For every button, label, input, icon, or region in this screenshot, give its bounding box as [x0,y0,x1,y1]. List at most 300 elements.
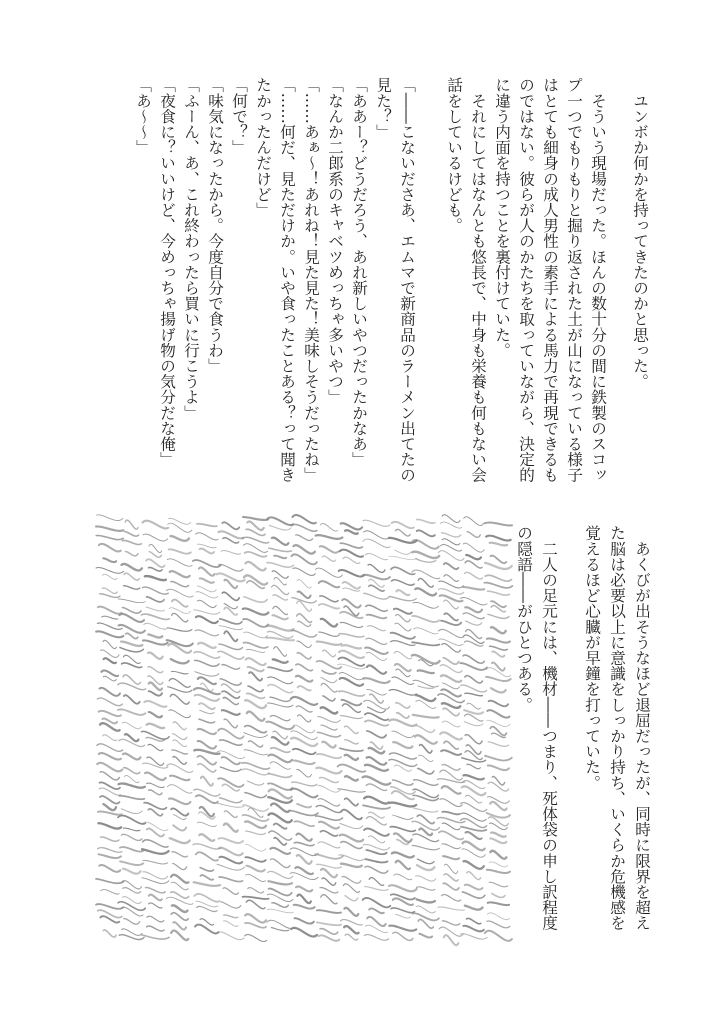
distorted-glyph-stroke [412,570,440,579]
distorted-glyph-stroke [195,660,220,666]
distorted-glyph-stroke [173,734,187,740]
distorted-glyph-stroke [345,776,358,780]
distorted-glyph-stroke [440,732,462,739]
distorted-glyph-stroke [219,626,243,630]
distorted-glyph-stroke [149,903,162,908]
distorted-glyph-stroke [218,804,244,808]
distorted-glyph-stroke [316,568,343,577]
distorted-glyph-stroke [413,680,438,687]
distorted-glyph-stroke [124,573,139,580]
distorted-glyph-stroke [123,655,140,663]
distorted-glyph-stroke [221,551,241,555]
distorted-glyph-stroke [222,665,240,670]
distorted-glyph-stroke [121,834,142,840]
distorted-glyph-stroke [198,741,216,749]
distorted-glyph-stroke [462,892,485,898]
distorted-glyph-stroke [320,596,338,602]
text-line: ユンボか何かを持ってきたのかと思った。 [631,77,649,389]
distorted-glyph-stroke [248,781,264,785]
distorted-glyph-stroke [96,904,123,909]
distorted-glyph-stroke [417,519,435,523]
distorted-glyph-stroke [463,635,484,643]
distorted-glyph-stroke [245,914,266,922]
distorted-glyph-stroke [464,861,484,869]
distorted-glyph-stroke [443,658,458,664]
distorted-glyph-stroke [413,834,439,842]
distorted-glyph-stroke [396,861,410,869]
distorted-glyph-stroke [126,551,139,555]
distorted-glyph-stroke [148,652,163,658]
distorted-glyph-stroke [412,821,439,830]
distorted-glyph-stroke [221,902,241,908]
distorted-glyph-stroke [245,821,266,828]
distorted-glyph-stroke [218,729,244,739]
distorted-glyph-stroke [442,703,460,708]
distorted-glyph-stroke [319,604,339,609]
distorted-glyph-stroke [145,773,166,780]
distorted-glyph-stroke [486,536,511,541]
distorted-glyph-stroke [268,871,293,878]
distorted-glyph-stroke [491,688,506,692]
distorted-glyph-stroke [318,842,340,848]
distorted-glyph-stroke [172,852,187,857]
distorted-glyph-stroke [442,515,460,523]
distorted-glyph-stroke [394,651,412,658]
distorted-glyph-stroke [246,857,266,862]
distorted-glyph-stroke [441,545,462,552]
distorted-glyph-stroke [416,906,435,913]
distorted-glyph-stroke [100,723,120,731]
distorted-glyph-stroke [340,550,363,557]
distorted-glyph-stroke [217,932,244,940]
distorted-glyph-stroke [340,678,363,686]
distorted-glyph-stroke [268,881,292,884]
distorted-glyph-stroke [243,517,268,520]
distorted-glyph-stroke [340,748,363,751]
distorted-glyph-stroke [367,665,386,673]
distorted-glyph-stroke [244,632,268,638]
distorted-glyph-stroke [274,824,287,829]
distorted-glyph-stroke [395,664,411,671]
distorted-glyph-stroke [364,797,389,804]
distorted-glyph-stroke [242,763,270,769]
distorted-glyph-stroke [220,767,241,771]
distorted-glyph-stroke [100,772,119,780]
distorted-glyph-stroke [490,838,506,843]
distorted-glyph-stroke [122,564,142,571]
distorted-glyph-stroke [438,551,464,561]
distorted-glyph-stroke [341,716,363,719]
distorted-glyph-stroke [269,526,291,531]
distorted-glyph-stroke [244,750,267,755]
distorted-glyph-stroke [487,720,510,726]
distorted-glyph-stroke [148,809,162,816]
distorted-glyph-stroke [321,677,337,682]
distorted-glyph-stroke [224,915,238,918]
distorted-glyph-stroke [491,627,506,633]
distorted-glyph-stroke [345,755,358,760]
distorted-glyph-stroke [392,852,414,857]
distorted-glyph-stroke [125,532,139,536]
distorted-glyph-stroke [444,741,458,749]
distorted-glyph-stroke [390,827,415,832]
distorted-glyph-stroke [219,877,242,882]
distorted-glyph-stroke [369,908,384,913]
distorted-glyph-stroke [171,892,189,898]
distorted-glyph-stroke [245,726,267,733]
distorted-glyph-stroke [417,726,435,733]
distorted-glyph-stroke [296,535,313,541]
distorted-glyph-stroke [389,759,417,766]
distorted-glyph-stroke [142,849,169,854]
distorted-glyph-stroke [441,895,460,902]
distorted-glyph-stroke [396,614,410,621]
distorted-glyph-stroke [144,701,166,707]
distorted-glyph-stroke [464,710,483,714]
distorted-glyph-stroke [413,715,439,718]
distorted-glyph-stroke [369,878,384,886]
distorted-glyph-stroke [363,898,391,907]
distorted-glyph-stroke [340,543,362,548]
distorted-glyph-stroke [119,614,144,622]
distorted-glyph-stroke [200,549,214,554]
distorted-glyph-stroke [389,885,417,891]
distorted-glyph-stroke [316,768,341,774]
distorted-glyph-stroke [298,715,311,722]
distorted-glyph-stroke [96,535,123,539]
distorted-glyph-stroke [167,559,192,566]
distorted-glyph-stroke [200,919,214,925]
distorted-glyph-stroke [439,927,463,936]
distorted-glyph-stroke [486,668,510,677]
distorted-glyph-stroke [418,578,433,587]
distorted-glyph-stroke [244,597,267,602]
distorted-glyph-stroke [291,928,317,937]
distorted-glyph-stroke [100,796,120,804]
distorted-glyph-stroke [391,641,415,646]
distorted-glyph-stroke [147,926,165,931]
distorted-glyph-stroke [172,750,188,754]
distorted-glyph-stroke [297,653,311,659]
distorted-glyph-stroke [103,804,116,810]
distorted-glyph-stroke [319,935,340,941]
distorted-glyph-stroke [268,667,292,671]
distorted-glyph-stroke [101,650,120,657]
distorted-glyph-stroke [412,616,439,622]
distorted-glyph-stroke [396,703,410,708]
distorted-glyph-stroke [149,682,162,690]
text-line: の隠語――がひとつある。 [515,525,533,713]
distorted-glyph-stroke [271,748,290,753]
distorted-glyph-stroke [217,573,245,581]
distorted-glyph-stroke [439,589,464,595]
distorted-glyph-stroke [166,589,193,597]
distorted-glyph-stroke [246,649,264,652]
distorted-glyph-stroke [147,783,165,788]
distorted-glyph-stroke [392,731,414,738]
distorted-glyph-stroke [444,563,458,569]
distorted-glyph-stroke [465,607,482,612]
distorted-glyph-stroke [224,631,237,641]
distorted-glyph-stroke [194,652,220,658]
distorted-glyph-stroke [444,613,458,620]
distorted-glyph-stroke [296,664,313,671]
distorted-glyph-stroke [194,894,219,902]
distorted-glyph-stroke [367,757,387,765]
distorted-glyph-stroke [317,910,341,913]
distorted-glyph-stroke [244,642,268,647]
distorted-glyph-stroke [149,691,162,695]
distorted-glyph-stroke [343,884,359,893]
distorted-glyph-stroke [444,935,459,945]
distorted-glyph-stroke [465,795,482,803]
distorted-glyph-stroke [463,775,483,779]
distorted-glyph-stroke [441,675,461,682]
distorted-glyph-stroke [293,545,315,553]
dialogue-line: 「ああー？どうだろう、あれ新しいやつだったかなあ」 [350,77,368,467]
distorted-glyph-stroke [198,600,217,607]
distorted-glyph-stroke [97,744,123,752]
distorted-glyph-stroke [247,712,265,721]
distorted-glyph-stroke [142,614,170,619]
text-line: た脳は必要以上に意識をしっかり持ち、いくらか危機感を [608,525,626,931]
distorted-glyph-stroke [103,676,116,681]
distorted-glyph-stroke [389,689,416,695]
distorted-glyph-stroke [149,712,162,717]
distorted-glyph-stroke [465,561,482,568]
dialogue-line: 「――こないださあ、エムマで新商品のラーメン出てたの [398,77,416,483]
distorted-glyph-stroke [147,597,165,602]
distorted-glyph-stroke [363,539,390,547]
distorted-glyph-stroke [173,825,186,830]
distorted-glyph-stroke [442,921,459,925]
distorted-glyph-stroke [363,776,391,784]
distorted-glyph-stroke [417,899,435,902]
distorted-glyph-stroke [270,859,290,868]
distorted-glyph-stroke [317,922,341,925]
distorted-glyph-stroke [122,540,141,544]
distorted-glyph-stroke [340,824,363,829]
distorted-glyph-stroke [195,672,219,676]
distorted-glyph-stroke [143,872,168,879]
distorted-glyph-stroke [193,560,221,567]
distorted-glyph-stroke [295,867,313,874]
distorted-glyph-stroke [293,568,315,575]
distorted-glyph-stroke [413,913,439,920]
text-line: のではない。彼らが人のかたちを取っていながら、決定的 [517,77,535,483]
distorted-glyph-stroke [294,760,315,764]
distorted-glyph-stroke [273,659,288,662]
distorted-glyph-stroke [463,655,484,663]
distorted-glyph-stroke [220,619,242,624]
distorted-glyph-stroke [222,592,239,600]
distorted-glyph-stroke [292,515,315,523]
distorted-glyph-stroke [99,753,121,759]
distorted-glyph-stroke [124,775,139,782]
distorted-glyph-stroke [464,517,484,526]
distorted-glyph-stroke [200,578,214,582]
distorted-glyph-stroke [487,870,510,873]
distorted-glyph-stroke [393,815,413,819]
dialogue-line: 「あ～～」 [134,77,152,155]
distorted-glyph-stroke [173,722,186,730]
distorted-glyph-stroke [172,905,188,912]
distorted-glyph-stroke [389,719,416,726]
distorted-glyph-stroke [465,906,483,910]
dialogue-line: 「ふーん、あ、これ終わったら買いに行こうよ」 [182,77,200,421]
distorted-glyph-stroke [248,686,263,692]
distorted-glyph-stroke [317,864,342,868]
distorted-glyph-stroke [343,557,360,563]
distorted-glyph-stroke [143,534,167,541]
distorted-glyph-stroke [439,629,464,637]
distorted-glyph-stroke [269,548,292,551]
distorted-glyph-stroke [143,763,168,768]
distorted-glyph-stroke [463,543,484,552]
distorted-glyph-stroke [271,928,289,931]
distorted-glyph-stroke [364,678,390,683]
distorted-glyph-stroke [487,921,510,928]
distorted-glyph-stroke [419,755,433,762]
distorted-glyph-stroke [320,523,337,531]
distorted-glyph-stroke [320,929,338,935]
distorted-glyph-stroke [149,567,163,571]
distorted-glyph-stroke [341,810,362,820]
distorted-glyph-stroke [173,740,186,747]
distorted-glyph-stroke [320,777,339,782]
distorted-glyph-stroke [390,597,417,601]
distorted-glyph-stroke [195,630,218,636]
distorted-glyph-stroke [488,614,509,618]
distorted-glyph-stroke [320,887,338,893]
distorted-glyph-stroke [420,745,432,753]
distorted-glyph-stroke [345,740,358,744]
distorted-glyph-stroke [294,821,314,826]
distorted-glyph-stroke [461,813,486,821]
distorted-glyph-stroke [490,727,506,736]
distorted-glyph-stroke [492,894,505,898]
distorted-glyph-stroke [171,671,188,674]
distorted-glyph-stroke [486,677,511,681]
distorted-glyph-stroke [194,610,220,614]
distorted-glyph-stroke [197,906,217,911]
distorted-glyph-stroke [467,764,481,769]
distorted-glyph-stroke [201,777,213,786]
distorted-glyph-stroke [460,597,487,605]
distorted-glyph-stroke [269,813,292,822]
distorted-glyph-stroke [124,586,140,590]
distorted-glyph-stroke [169,679,190,688]
distorted-glyph-stroke [323,696,335,701]
distorted-glyph-stroke [196,592,218,598]
distorted-glyph-stroke [487,710,509,718]
distorted-glyph-stroke [344,908,358,916]
distorted-glyph-stroke [196,616,218,623]
dialogue-line: 「……あぁ～！あれね！見た見た！美味しそうだったね」 [302,77,320,483]
distorted-glyph-stroke [391,908,414,913]
distorted-glyph-stroke [118,709,145,715]
distorted-glyph-stroke [222,522,239,529]
distorted-glyph-stroke [143,840,168,847]
distorted-glyph-stroke [412,552,439,558]
distorted-glyph-stroke [415,735,437,743]
distorted-glyph-stroke [296,706,312,712]
distorted-glyph-stroke [368,564,385,572]
distorted-glyph-stroke [413,602,438,608]
distorted-glyph-stroke [171,931,188,941]
distorted-glyph-stroke [292,782,317,786]
distorted-glyph-stroke [368,626,386,631]
distorted-glyph-stroke [170,776,189,781]
distorted-glyph-stroke [487,913,509,920]
distorted-glyph-stroke [392,677,414,685]
distorted-glyph-stroke [319,632,339,636]
distorted-glyph-stroke [119,796,144,800]
distorted-glyph-stroke [149,895,162,901]
distorted-glyph-stroke [148,667,163,673]
distorted-glyph-stroke [467,703,480,709]
distorted-glyph-stroke [268,684,293,692]
distorted-glyph-stroke [194,882,220,886]
distorted-glyph-stroke [171,659,189,663]
distorted-glyph-stroke [196,852,218,860]
distorted-glyph-stroke [464,722,483,726]
distorted-glyph-stroke [272,585,289,594]
distorted-glyph-stroke [485,756,512,761]
distorted-glyph-stroke [463,587,484,590]
distorted-glyph-stroke [444,864,457,873]
distorted-glyph-stroke [291,697,317,705]
distorted-glyph-stroke [389,556,416,559]
distorted-glyph-stroke [194,750,219,754]
distorted-glyph-stroke [294,905,315,909]
distorted-glyph-stroke [224,719,237,728]
distorted-glyph-stroke [440,799,462,807]
text-line: プ一つでもりもりと掘り返された土が山になっている様子 [565,77,583,483]
distorted-glyph-stroke [173,863,187,869]
distorted-glyph-stroke [126,633,138,638]
distorted-glyph-stroke [488,902,509,905]
distorted-glyph-stroke [290,848,318,856]
distorted-glyph-stroke [345,896,358,901]
distorted-glyph-stroke [96,631,123,637]
distorted-glyph-stroke [124,828,140,831]
distorted-glyph-stroke [439,581,463,588]
distorted-glyph-stroke [197,524,217,527]
distorted-glyph-stroke [491,832,506,836]
distorted-glyph-stroke [101,837,119,841]
distorted-glyph-stroke [96,526,123,530]
distorted-glyph-stroke [197,822,216,826]
distorted-glyph-stroke [118,683,146,690]
distorted-glyph-stroke [322,556,335,561]
distorted-glyph-stroke [224,921,239,927]
distorted-glyph-stroke [389,753,416,759]
distorted-glyph-stroke [119,739,145,746]
distorted-glyph-stroke [365,866,388,873]
distorted-glyph-stroke [461,819,487,828]
distorted-glyph-stroke [171,875,188,883]
distorted-glyph-stroke [297,855,312,864]
text-line: 話をしているけども。 [445,77,463,233]
distorted-glyph-stroke [484,583,512,588]
distorted-glyph-stroke [443,683,460,689]
distorted-glyph-stroke [245,793,266,798]
distorted-glyph-stroke [365,886,388,890]
distorted-glyph-stroke [414,808,439,812]
distorted-glyph-stroke [394,609,412,614]
distorted-glyph-stroke [222,784,239,791]
